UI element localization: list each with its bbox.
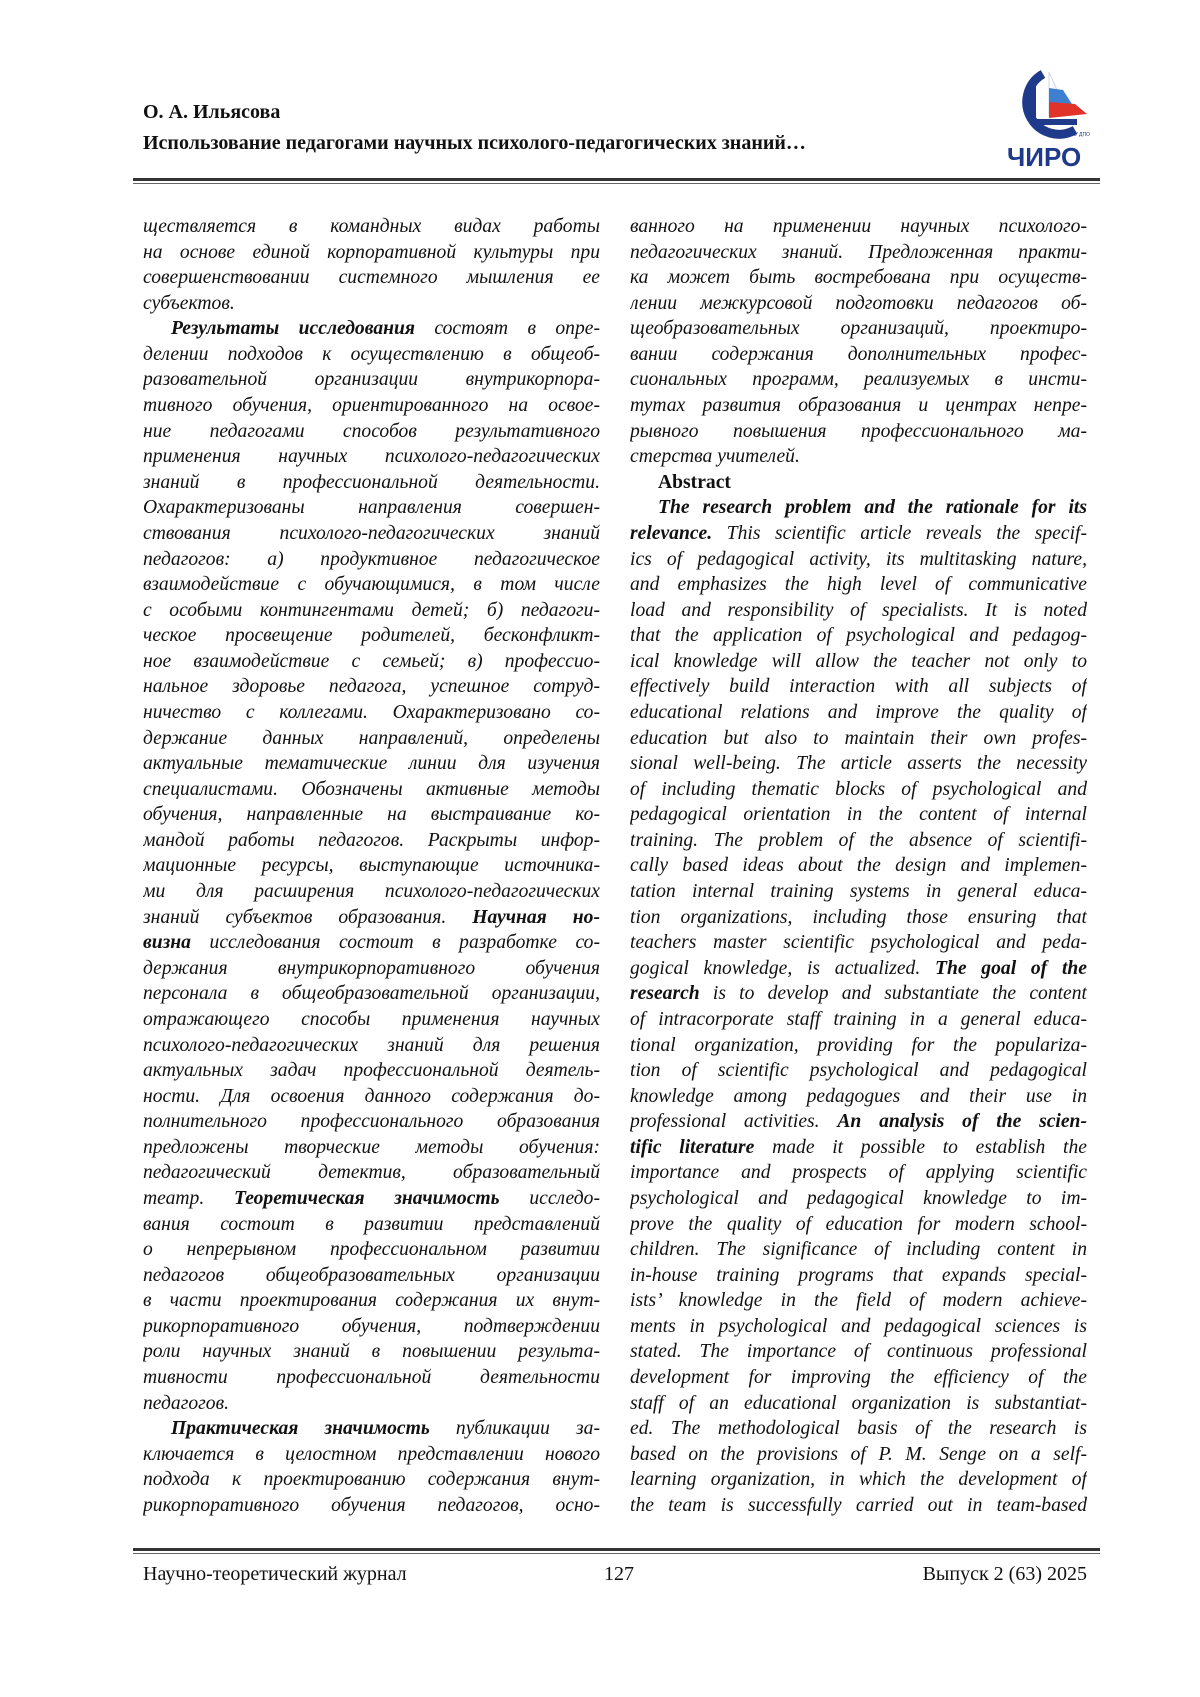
text-run: с особыми контингентами детей; б) педагоги-	[143, 600, 600, 621]
text-run: effectively build interaction with all subjects of	[630, 676, 1087, 697]
text-line	[143, 367, 600, 393]
logo-text: ЧИРО	[1007, 142, 1081, 172]
text-run: педагогов общеобразовательных организации	[143, 1265, 600, 1286]
text-line	[630, 1033, 1087, 1059]
text-run: на основе единой корпоративной культуры при	[143, 242, 600, 263]
text-line	[143, 214, 600, 240]
text-run: педагогический детектив, образовательный	[143, 1162, 600, 1183]
text-run: рикорпоративного обучения педагогов, осно-	[143, 1495, 600, 1516]
text-run: ванного на применении научных психолого-	[630, 216, 1087, 237]
text-line	[630, 1493, 1087, 1519]
text-run: in-house training programs that expands special-	[630, 1265, 1087, 1286]
bold-run: An analysis of the scien-	[837, 1111, 1087, 1132]
text-line	[143, 1365, 600, 1391]
text-line	[143, 1135, 600, 1161]
text-run: педагогов: а) продуктивное педагогическое	[143, 549, 600, 570]
text-run: is to develop and substantiate the content	[700, 983, 1087, 1004]
text-line	[630, 1186, 1087, 1212]
text-line	[630, 1109, 1087, 1135]
text-line	[630, 777, 1087, 803]
text-run: ists’ knowledge in the field of modern achieve-	[630, 1290, 1087, 1311]
text-line	[143, 1314, 600, 1340]
text-line	[630, 1007, 1087, 1033]
text-run: ное взаимодействие с семьей; в) профессио-	[143, 651, 600, 672]
text-run: мационные ресурсы, выступающие источника-	[143, 855, 600, 876]
text-run: мандой работы педагогов. Раскрыты инфор-	[143, 830, 600, 851]
text-run: sional well-being. The article asserts the necessity	[630, 753, 1087, 774]
text-run: ми для расширения психолого-педагогических	[143, 881, 600, 902]
text-run: нальное здоровье педагога, успешное сотруд-	[143, 676, 600, 697]
text-line	[143, 1263, 600, 1289]
text-line	[630, 1237, 1087, 1263]
text-run: сиональных программ, реализуемых в инсти-	[630, 369, 1087, 390]
text-line	[630, 623, 1087, 649]
text-run: education but also to maintain their own profes-	[630, 728, 1087, 749]
bold-run: tific literature	[630, 1137, 754, 1158]
text-line	[630, 393, 1087, 419]
text-line	[630, 853, 1087, 879]
text-run: рывного повышения профессионального ма-	[630, 421, 1087, 442]
text-run: educational relations and improve the quality of	[630, 702, 1087, 723]
right-column	[630, 214, 1087, 1518]
text-run: публикации за-	[430, 1418, 600, 1439]
text-line	[630, 1084, 1087, 1110]
bold-run: The goal of the	[935, 958, 1087, 979]
text-run: ed. The methodological basis of the research is	[630, 1418, 1087, 1439]
bold-run: research	[630, 983, 700, 1004]
text-run: совершенствовании системного мышления ее	[143, 267, 600, 288]
text-line	[630, 291, 1087, 317]
text-run: лении межкурсовой подготовки педагогов об-	[630, 293, 1087, 314]
text-run: cally based ideas about the design and implemen-	[630, 855, 1087, 876]
text-run: предложены творческие методы обучения:	[143, 1137, 600, 1158]
text-line	[143, 1467, 600, 1493]
text-run: ствования психолого-педагогических знаний	[143, 523, 600, 544]
text-run: тивности профессиональной деятельности	[143, 1367, 600, 1388]
text-line	[143, 1442, 600, 1468]
text-run: знаний субъектов образования.	[143, 907, 472, 928]
text-line	[630, 1467, 1087, 1493]
text-run: обучения, направленные на выстраивание ко-	[143, 804, 600, 825]
text-run: ничество с коллегами. Охарактеризовано со-	[143, 702, 600, 723]
text-run: psychological and pedagogical knowledge to im-	[630, 1188, 1087, 1209]
page-number: 127	[604, 1563, 634, 1586]
text-run: ние педагогами способов результативного	[143, 421, 600, 442]
text-run: ческое просвещение родителей, бесконфликт-	[143, 625, 600, 646]
text-run: специалистами. Обозначены активные методы	[143, 779, 600, 800]
text-line	[630, 1263, 1087, 1289]
text-run: роли научных знаний в повышении результа-	[143, 1341, 600, 1362]
text-run: professional activities.	[630, 1111, 837, 1132]
text-line	[143, 700, 600, 726]
text-run: gogical knowledge, is actualized.	[630, 958, 935, 979]
text-line	[630, 905, 1087, 931]
text-run: вания состоит в развитии представлений	[143, 1214, 600, 1235]
text-line	[630, 240, 1087, 266]
text-run: tation internal training systems in general educa-	[630, 881, 1087, 902]
text-line	[143, 751, 600, 777]
text-run: психолого-педагогических знаний для решения	[143, 1035, 600, 1056]
text-run: training. The problem of the absence of scientifi-	[630, 830, 1087, 851]
text-line	[143, 419, 600, 445]
text-run: tion of scientific psychological and pedagogical	[630, 1060, 1087, 1081]
text-line	[630, 879, 1087, 905]
footer-journal-name: Научно-теоретический журнал	[143, 1563, 407, 1586]
bold-run: relevance.	[630, 523, 712, 544]
text-run: of intracorporate staff training in a general educa-	[630, 1009, 1087, 1030]
text-line	[630, 726, 1087, 752]
text-run: рикорпоративного обучения, подтверждении	[143, 1316, 600, 1337]
text-line	[143, 1391, 600, 1417]
text-run: щеобразовательных организаций, проектиро-	[630, 318, 1087, 339]
text-line	[143, 1339, 600, 1365]
chiro-logo	[1003, 68, 1093, 174]
text-run: актуальные тематические линии для изучения	[143, 753, 600, 774]
text-line	[143, 777, 600, 803]
text-run: стерства учителей.	[630, 446, 800, 467]
chiro-logo-icon	[1003, 68, 1093, 174]
text-run: importance and prospects of applying scientific	[630, 1162, 1087, 1183]
text-line	[143, 291, 600, 317]
text-line	[143, 649, 600, 675]
text-run: персонала в общеобразовательной организации,	[143, 983, 600, 1004]
text-line	[630, 265, 1087, 291]
text-run: вании содержания дополнительных профес-	[630, 344, 1087, 365]
text-run: learning organization, in which the development of	[630, 1469, 1087, 1490]
text-run: состоят в опре-	[415, 318, 600, 339]
text-run: of including thematic blocks of psychological and	[630, 779, 1087, 800]
text-run: ics of pedagogical activity, its multitasking nature,	[630, 549, 1087, 570]
bold-run: Теоретическая значимость	[234, 1188, 500, 1209]
text-line	[630, 649, 1087, 675]
text-run: stated. The importance of continuous professional	[630, 1341, 1087, 1362]
text-line	[143, 1212, 600, 1238]
text-run: based on the provisions of P. M. Senge on a self-	[630, 1444, 1087, 1465]
text-line	[630, 419, 1087, 445]
text-run: отражающего способы применения научных	[143, 1009, 600, 1030]
text-run: взаимодействие с обучающимися, в том числе	[143, 574, 600, 595]
text-line	[630, 367, 1087, 393]
text-run: ности. Для освоения данного содержания до-	[143, 1086, 600, 1107]
bold-run: Практическая значимость	[171, 1418, 430, 1439]
text-line	[143, 956, 600, 982]
text-line	[630, 521, 1087, 547]
text-run: teachers master scientific psychological and peda-	[630, 932, 1087, 953]
text-line	[143, 726, 600, 752]
text-run: Охарактеризованы направления совершен-	[143, 497, 600, 518]
text-run: тивного обучения, ориентированного на освое-	[143, 395, 600, 416]
text-run: and emphasizes the high level of communicative	[630, 574, 1087, 595]
text-run: театр.	[143, 1188, 234, 1209]
text-run: исследо-	[500, 1188, 600, 1209]
text-line	[143, 1186, 600, 1212]
text-run: подхода к проектированию содержания внут-	[143, 1469, 600, 1490]
text-run: made it possible to establish the	[754, 1137, 1087, 1158]
text-line	[630, 547, 1087, 573]
text-line	[630, 495, 1087, 521]
text-line	[630, 444, 1087, 470]
text-run: tional organization, providing for the populariza-	[630, 1035, 1087, 1056]
text-run: pedagogical orientation in the content of internal	[630, 804, 1087, 825]
text-line	[143, 1288, 600, 1314]
text-line	[630, 930, 1087, 956]
text-run: полнительного профессионального образования	[143, 1111, 600, 1132]
text-line	[143, 444, 600, 470]
text-run: педагогов.	[143, 1393, 229, 1414]
text-line	[143, 1493, 600, 1519]
text-run: в части проектирования содержания их внут-	[143, 1290, 600, 1311]
text-line	[143, 265, 600, 291]
text-run: разовательной организации внутрикорпора-	[143, 369, 600, 390]
text-run: держание данных направлений, определены	[143, 728, 600, 749]
text-line	[143, 1033, 600, 1059]
text-line	[143, 930, 600, 956]
text-line	[143, 342, 600, 368]
text-run: knowledge among pedagogues and their use in	[630, 1086, 1087, 1107]
text-line	[143, 1058, 600, 1084]
text-line	[630, 342, 1087, 368]
text-line	[143, 981, 600, 1007]
text-line	[143, 1416, 600, 1442]
text-line	[143, 879, 600, 905]
logo-subtext: ГАУ ДПО	[1069, 132, 1090, 138]
text-line	[630, 214, 1087, 240]
text-line	[143, 598, 600, 624]
text-line	[143, 495, 600, 521]
text-line	[630, 1314, 1087, 1340]
text-line	[143, 393, 600, 419]
text-run: исследования состоит в разработке со-	[191, 932, 600, 953]
bold-run: Научная но-	[472, 907, 600, 928]
text-line	[143, 828, 600, 854]
text-line	[630, 1058, 1087, 1084]
text-run: ments in psychological and pedagogical sciences is	[630, 1316, 1087, 1337]
text-line	[630, 828, 1087, 854]
text-line	[143, 1237, 600, 1263]
text-run: This scientific article reveals the specif-	[712, 523, 1087, 544]
text-run: о непрерывном профессиональном развитии	[143, 1239, 600, 1260]
text-line	[143, 674, 600, 700]
text-line	[143, 1160, 600, 1186]
text-line	[630, 1391, 1087, 1417]
text-line	[143, 1084, 600, 1110]
text-line	[630, 674, 1087, 700]
text-line	[143, 802, 600, 828]
text-line	[630, 1365, 1087, 1391]
text-run: актуальных задач профессиональной деятель-	[143, 1060, 600, 1081]
text-run: prove the quality of education for modern school-	[630, 1214, 1087, 1235]
text-line	[143, 470, 600, 496]
text-run: субъектов.	[143, 293, 235, 314]
bold-run: Результаты исследования	[171, 318, 415, 339]
text-run: ка может быть востребована при осуществ-	[630, 267, 1087, 288]
text-run: staff of an educational organization is substantiat-	[630, 1393, 1087, 1414]
footer-rule	[133, 1548, 1100, 1554]
text-line	[143, 1007, 600, 1033]
text-line	[630, 700, 1087, 726]
text-line	[630, 470, 1087, 496]
text-run: тутах развития образования и центрах непре-	[630, 395, 1087, 416]
text-line	[143, 521, 600, 547]
text-line	[630, 572, 1087, 598]
text-line	[143, 240, 600, 266]
text-line	[630, 1339, 1087, 1365]
text-line	[630, 1442, 1087, 1468]
text-line	[630, 316, 1087, 342]
bold-run: The research problem and the rationale for its	[658, 497, 1087, 518]
text-line	[630, 802, 1087, 828]
text-run: педагогических знаний. Предложенная практи-	[630, 242, 1087, 263]
text-line	[630, 1288, 1087, 1314]
text-line	[630, 956, 1087, 982]
text-run: children. The significance of including content in	[630, 1239, 1087, 1260]
text-run: ществляется в командных видах работы	[143, 216, 600, 237]
text-run: применения научных психолого-педагогических	[143, 446, 600, 467]
text-run: load and responsibility of specialists. It is noted	[630, 600, 1087, 621]
running-header-title: Использование педагогами научных психолого-педагогических знаний…	[143, 132, 806, 155]
text-line	[143, 316, 600, 342]
text-line	[630, 1160, 1087, 1186]
bold-run: визна	[143, 932, 191, 953]
text-run: the team is successfully carried out in team-based	[630, 1495, 1087, 1516]
text-line	[630, 751, 1087, 777]
text-line	[143, 547, 600, 573]
running-header-author: О. А. Ильясова	[143, 101, 280, 124]
bold-run: Abstract	[658, 472, 731, 493]
text-line	[143, 572, 600, 598]
text-line	[630, 1212, 1087, 1238]
footer-issue: Выпуск 2 (63) 2025	[923, 1563, 1087, 1586]
text-run: ical knowledge will allow the teacher not only to	[630, 651, 1087, 672]
text-run: знаний в профессиональной деятельности.	[143, 472, 600, 493]
text-run: tion organizations, including those ensuring that	[630, 907, 1087, 928]
text-run: держания внутрикорпоративного обучения	[143, 958, 600, 979]
text-line	[143, 905, 600, 931]
text-line	[630, 1416, 1087, 1442]
text-run: делении подходов к осуществлению в общеоб-	[143, 344, 600, 365]
header-rule	[133, 178, 1100, 184]
text-run: that the application of psychological and pedagog-	[630, 625, 1087, 646]
text-run: development for improving the efficiency of the	[630, 1367, 1087, 1388]
text-line	[143, 623, 600, 649]
text-line	[630, 1135, 1087, 1161]
text-line	[143, 1109, 600, 1135]
text-run: ключается в целостном представлении нового	[143, 1444, 600, 1465]
left-column	[143, 214, 600, 1518]
text-line	[630, 598, 1087, 624]
text-line	[630, 981, 1087, 1007]
text-line	[143, 853, 600, 879]
